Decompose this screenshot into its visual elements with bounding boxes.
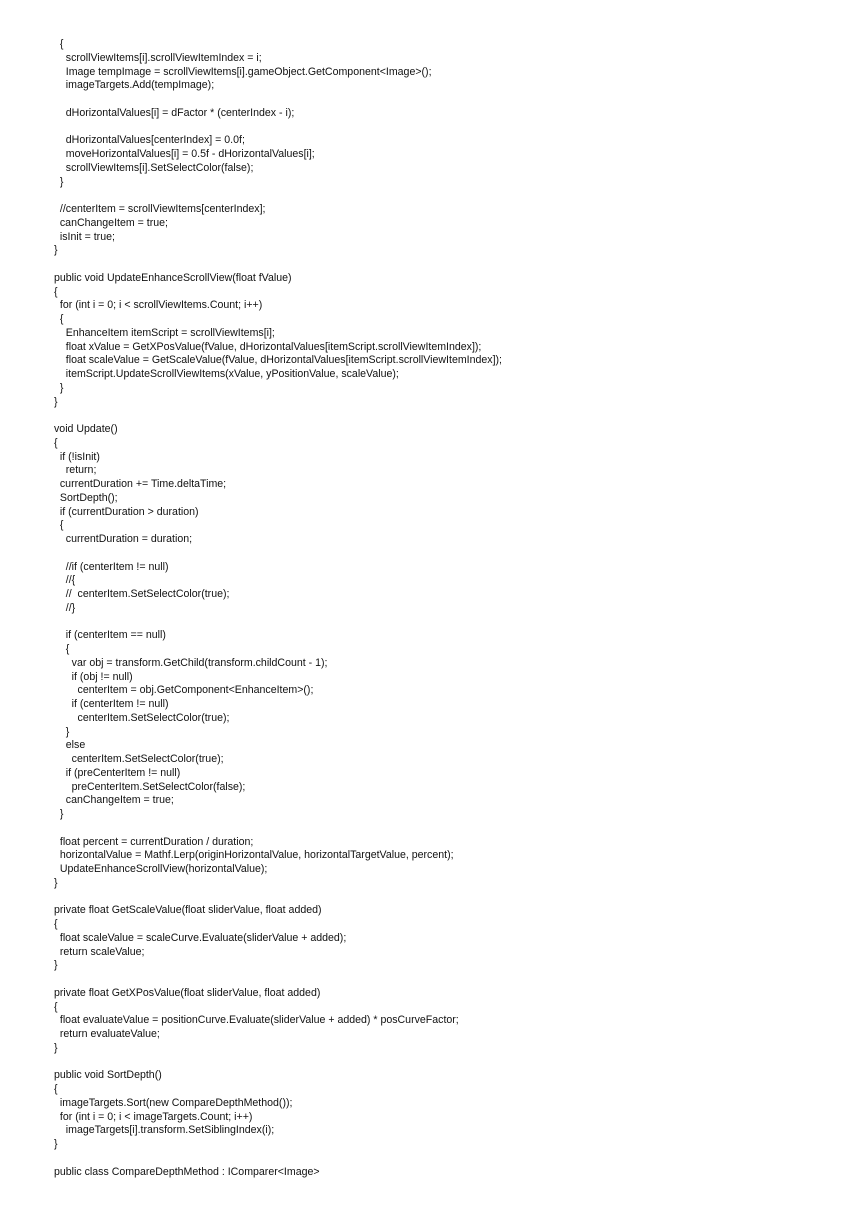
code-line: dHorizontalValues[centerIndex] = 0.0f; bbox=[54, 134, 245, 147]
code-line: { bbox=[54, 436, 58, 449]
code-line bbox=[54, 1152, 854, 1166]
code-line: moveHorizontalValues[i] = 0.5f - dHorizontalValues[i]; bbox=[54, 148, 315, 160]
code-line: //if (centerItem != null) bbox=[54, 560, 169, 573]
code-line: { bbox=[54, 643, 70, 655]
code-line: centerItem.SetSelectColor(true); bbox=[54, 711, 230, 724]
code-line: centerItem.SetSelectColor(true); bbox=[54, 753, 224, 765]
code-line: } bbox=[54, 381, 64, 394]
code-line: { bbox=[54, 313, 64, 325]
code-line bbox=[54, 891, 854, 905]
code-line: imageTargets[i].transform.SetSiblingIndex(i); bbox=[54, 1124, 275, 1137]
code-line: } bbox=[54, 1041, 58, 1054]
code-line: imageTargets.Sort(new CompareDepthMethod()); bbox=[54, 1096, 293, 1109]
code-line bbox=[54, 93, 854, 107]
code-line bbox=[54, 409, 854, 423]
code-line: float scaleValue = GetScaleValue(fValue, dHorizontalValues[itemScript.scrollViewItemIndex]); bbox=[54, 354, 502, 367]
code-line: { bbox=[54, 1083, 58, 1095]
code-line: for (int i = 0; i < scrollViewItems.Count; i++) bbox=[54, 299, 263, 312]
code-line: } bbox=[54, 244, 58, 257]
code-line: else bbox=[54, 739, 86, 752]
code-line: float xValue = GetXPosValue(fValue, dHorizontalValues[itemScript.scrollViewItemIndex]); bbox=[54, 340, 482, 353]
code-line: } bbox=[54, 395, 58, 408]
code-line: //centerItem = scrollViewItems[centerIndex]; bbox=[54, 203, 266, 215]
code-line: return evaluateValue; bbox=[54, 1028, 160, 1040]
code-line: canChangeItem = true; bbox=[54, 794, 174, 807]
code-line: public class CompareDepthMethod : IComparer<Image> bbox=[54, 1165, 320, 1178]
code-line bbox=[54, 258, 854, 272]
code-line bbox=[54, 822, 854, 836]
code-line: var obj = transform.GetChild(transform.childCount - 1); bbox=[54, 656, 328, 669]
code-line: { bbox=[54, 918, 58, 930]
code-line: isInit = true; bbox=[54, 230, 115, 243]
code-line: } bbox=[54, 959, 58, 972]
code-line: currentDuration = duration; bbox=[54, 533, 193, 545]
code-line: if (preCenterItem != null) bbox=[54, 766, 181, 779]
code-line: scrollViewItems[i].SetSelectColor(false); bbox=[54, 161, 254, 174]
code-line: { bbox=[54, 285, 58, 298]
code-line: public void SortDepth() bbox=[54, 1069, 162, 1082]
code-line: //{ bbox=[54, 574, 76, 587]
code-line: private float GetXPosValue(float sliderValue, float added) bbox=[54, 986, 321, 999]
code-line bbox=[54, 616, 854, 630]
code-line: canChangeItem = true; bbox=[54, 216, 168, 229]
code-line bbox=[54, 189, 854, 203]
code-line: float percent = currentDuration / duration; bbox=[54, 835, 254, 848]
code-line: //} bbox=[54, 601, 76, 614]
code-line: } bbox=[54, 876, 58, 889]
code-line: { bbox=[54, 38, 64, 50]
code-line: { bbox=[54, 1000, 58, 1013]
code-line bbox=[54, 121, 854, 135]
code-line: } bbox=[54, 725, 70, 738]
code-line bbox=[54, 1056, 854, 1070]
code-line: float scaleValue = scaleCurve.Evaluate(sliderValue + added); bbox=[54, 931, 347, 944]
code-line bbox=[54, 547, 854, 561]
code-line: return; bbox=[54, 464, 97, 477]
code-line: if (centerItem != null) bbox=[54, 698, 169, 710]
code-line: if (currentDuration > duration) bbox=[54, 505, 199, 518]
code-line: currentDuration += Time.deltaTime; bbox=[54, 478, 227, 490]
code-line: EnhanceItem itemScript = scrollViewItems[i]; bbox=[54, 326, 275, 339]
code-line: void Update() bbox=[54, 423, 118, 435]
code-line: if (!isInit) bbox=[54, 450, 100, 463]
code-line: scrollViewItems[i].scrollViewItemIndex = i; bbox=[54, 51, 262, 64]
code-line: UpdateEnhanceScrollView(horizontalValue); bbox=[54, 863, 268, 875]
code-line: { bbox=[54, 519, 64, 532]
code-line: imageTargets.Add(tempImage); bbox=[54, 79, 215, 92]
code-line: private float GetScaleValue(float sliderValue, float added) bbox=[54, 904, 322, 917]
code-line: for (int i = 0; i < imageTargets.Count; i++) bbox=[54, 1110, 253, 1123]
code-line: SortDepth(); bbox=[54, 491, 118, 504]
code-line: centerItem = obj.GetComponent<EnhanceItem>(); bbox=[54, 684, 314, 697]
code-line: dHorizontalValues[i] = dFactor * (centerIndex - i); bbox=[54, 106, 295, 119]
code-line: } bbox=[54, 808, 64, 820]
code-line: float evaluateValue = positionCurve.Evaluate(sliderValue + added) * posCurveFactor; bbox=[54, 1014, 459, 1027]
code-line: } bbox=[54, 1138, 58, 1150]
code-block bbox=[54, 38, 854, 1179]
code-line: if (obj != null) bbox=[54, 670, 133, 683]
code-line: horizontalValue = Mathf.Lerp(originHorizontalValue, horizontalTargetValue, percent); bbox=[54, 849, 454, 862]
code-line: return scaleValue; bbox=[54, 945, 145, 958]
code-line: // centerItem.SetSelectColor(true); bbox=[54, 588, 230, 600]
code-line: public void UpdateEnhanceScrollView(float fValue) bbox=[54, 271, 292, 284]
code-line: } bbox=[54, 175, 64, 188]
code-line: preCenterItem.SetSelectColor(false); bbox=[54, 780, 246, 793]
code-line: Image tempImage = scrollViewItems[i].gameObject.GetComponent<Image>(); bbox=[54, 65, 432, 78]
code-line bbox=[54, 973, 854, 987]
code-line: if (centerItem == null) bbox=[54, 629, 166, 642]
code-line: itemScript.UpdateScrollViewItems(xValue, yPositionValue, scaleValue); bbox=[54, 368, 399, 380]
